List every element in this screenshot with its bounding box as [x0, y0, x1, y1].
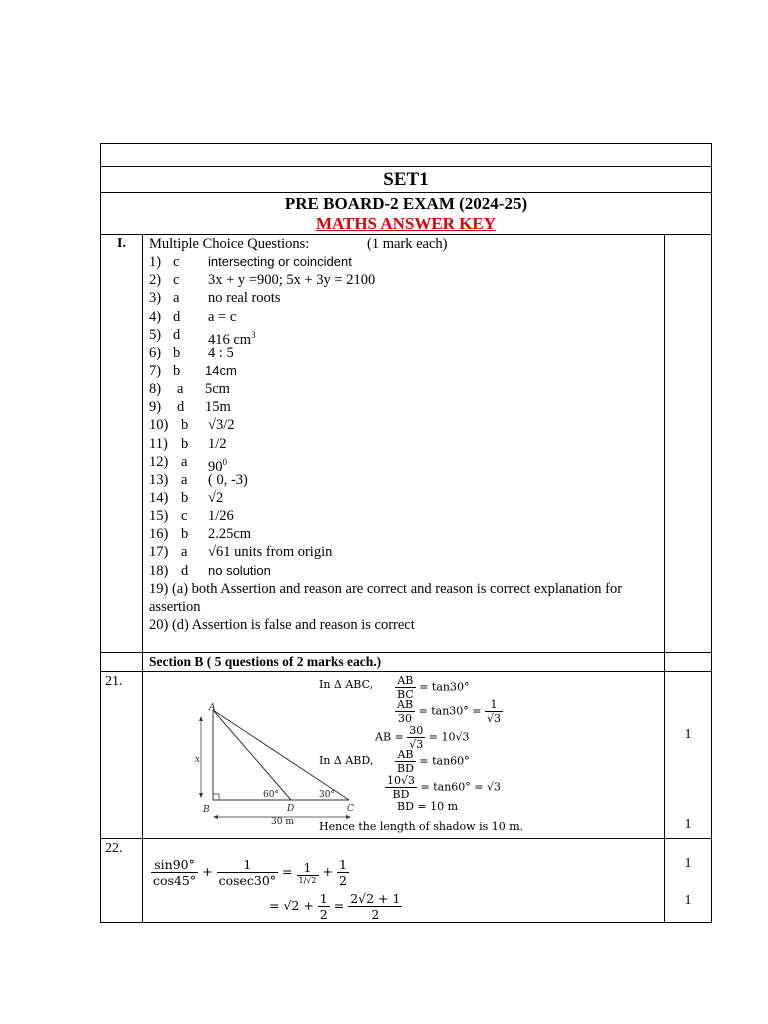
q22-line-1: $\frac{\sin 90^\circ}{\cos 45^\circ}$ + $\frac{1}{cosec30^\circ}$ = $\frac{1}{1/√2}$ + $\frac{1}{2}$: [153, 857, 347, 888]
vertex-a-label: A: [209, 703, 216, 713]
mcq-item-answer: √61 units from origin: [208, 544, 333, 561]
mcq-item-number: 2): [149, 272, 162, 289]
mcq-item-option: b: [181, 489, 189, 506]
mcq-item-option: d: [173, 308, 181, 325]
base-length-label: 30 m: [271, 817, 294, 827]
mcq-list: [149, 253, 664, 580]
mcq-item: [149, 380, 664, 398]
mcq-item-answer: 15m: [205, 399, 231, 416]
mcq-item: [149, 344, 664, 362]
q21-mark-1: 1: [684, 727, 692, 742]
title-block: [100, 193, 712, 235]
mcq-item-option: b: [173, 344, 181, 361]
vertex-b-label: B: [203, 805, 210, 815]
mcq-item-option: b: [181, 417, 189, 434]
mcq-item-number: 4): [149, 308, 162, 325]
mcq-item-number: 8): [149, 381, 162, 398]
mcq-item-number: 11): [149, 435, 168, 452]
vertex-d-label: D: [287, 804, 295, 814]
mcq-item: [149, 289, 664, 307]
section-b-row: [100, 653, 712, 672]
height-label: x: [195, 755, 201, 765]
mcq-item: [149, 471, 664, 489]
question-21-solution: [143, 672, 665, 838]
mcq-item-answer: 4 : 5: [208, 344, 234, 361]
mcq-item-answer: intersecting or coincident: [208, 254, 352, 270]
mcq-item-number: 14): [149, 489, 169, 506]
section-number: I.: [101, 235, 143, 652]
question-number: 22.: [101, 839, 143, 922]
mcq-item-number: 5): [149, 326, 162, 343]
mcq-item-option: a: [173, 290, 180, 307]
mcq-item-option: a: [177, 381, 184, 398]
q21-line-2: $\frac{AB}{30}$ = tan30° = $\frac{1}{√3}$: [397, 698, 502, 725]
mcq-item-option: c: [173, 254, 180, 271]
question-21-row: [100, 672, 712, 839]
q21-line-3: AB = $\frac{30}{√3}$ = 10√3: [375, 724, 470, 751]
mcq-marks-note: (1 mark each): [367, 236, 448, 252]
blank-row: [100, 143, 712, 167]
mcq-title: Multiple Choice Questions:: [149, 236, 310, 252]
mcq-item: [149, 416, 664, 434]
mcq-heading: [149, 235, 664, 253]
mcq-item-20: 20) (d) Assertion is false and reason is correct: [149, 616, 415, 633]
section-a-row: [100, 235, 712, 653]
q21-line-1-label: In Δ ABC,: [319, 678, 374, 691]
mcq-item-answer: ( 0, -3): [208, 471, 248, 488]
mcq-item-number: 12): [149, 453, 169, 470]
mcq-item: [149, 435, 664, 453]
mcq-item-option: a: [181, 544, 188, 561]
mcq-item-number: 6): [149, 344, 162, 361]
mcq-item-number: 16): [149, 526, 169, 543]
mcq-item-answer: 1/26: [208, 508, 234, 525]
mcq-item-answer: a = c: [208, 308, 237, 325]
mcq-item-number: 10): [149, 417, 169, 434]
q21-marks: [665, 672, 711, 838]
mcq-item: [149, 543, 664, 561]
mcq-item-number: 7): [149, 362, 162, 379]
mcq-item: [149, 562, 664, 580]
mcq-item: [149, 398, 664, 416]
mcq-item-option: d: [173, 326, 181, 343]
q22-mark-1: 1: [684, 856, 692, 871]
mcq-item-number: 17): [149, 544, 169, 561]
answer-key-title: MATHS ANSWER KEY: [315, 214, 497, 233]
mcq-item-answer: 2.25cm: [208, 526, 252, 543]
angle-60-label: 60°: [263, 790, 279, 800]
mcq-item-option: c: [173, 272, 180, 289]
mcq-item-number: 9): [149, 399, 162, 416]
section-b-title: Section B ( 5 questions of 2 marks each.): [143, 653, 665, 671]
mcq-item-option: d: [181, 562, 189, 579]
mcq-item-option: a: [181, 471, 188, 488]
mcq-item-option: b: [181, 435, 189, 452]
answer-key-table: [100, 143, 712, 923]
q21-line-6: BD = 10 m: [397, 800, 459, 813]
q22-mark-2: 1: [684, 893, 692, 908]
mcq-item-option: d: [177, 399, 185, 416]
marks-cell: [665, 235, 711, 652]
vertex-c-label: C: [347, 804, 354, 814]
q22-marks: [665, 839, 711, 922]
mcq-item: [149, 271, 664, 289]
mcq-item-answer: 3x + y =900; 5x + 3y = 2100: [208, 272, 376, 289]
angle-30-label: 30°: [319, 790, 335, 800]
mcq-item-number: 18): [149, 562, 169, 579]
mcq-item-answer: 14cm: [205, 362, 237, 378]
mcq-item: [149, 326, 664, 348]
mcq-item: [149, 308, 664, 326]
mcq-item-option: b: [173, 362, 181, 379]
mcq-item-number: 1): [149, 254, 162, 271]
mcq-answers: [143, 235, 665, 652]
q21-line-4-label: In Δ ABD,: [319, 754, 374, 767]
mcq-item: [149, 362, 664, 380]
mcq-item-answer: 5cm: [205, 381, 230, 398]
mcq-item-answer: 416 $cm^3$: [208, 329, 256, 348]
mcq-item-option: c: [181, 508, 188, 525]
mcq-item-answer: √2: [208, 489, 224, 506]
mcq-item-option: a: [181, 453, 188, 470]
mcq-item-answer: 1/2: [208, 435, 227, 452]
q21-conclusion: Hence the length of shadow is 10 m.: [319, 820, 524, 833]
q21-line-4: $\frac{AB}{BD}$ = tan60°: [397, 748, 470, 775]
mcq-item: [149, 253, 664, 271]
mcq-item-answer: $90^0$: [208, 456, 227, 475]
mcq-item: [149, 489, 664, 507]
mcq-item-option: b: [181, 526, 189, 543]
set-heading: SET1: [100, 167, 712, 193]
question-number: 21.: [101, 672, 143, 838]
mcq-item: [149, 525, 664, 543]
mcq-item-number: 15): [149, 508, 169, 525]
question-22-solution: [143, 839, 665, 922]
mcq-item-answer: no real roots: [208, 290, 281, 307]
mcq-item-number: 13): [149, 471, 169, 488]
q21-line-1: $\frac{AB}{BC}$ = tan30°: [397, 674, 470, 701]
q21-mark-2: 1: [684, 817, 692, 832]
mcq-item-number: 3): [149, 290, 162, 307]
mcq-item-answer: √3/2: [208, 417, 235, 434]
q22-line-2: = √2 + $\frac{1}{2}$ = $\frac{2√2 + 1}{2}$: [269, 891, 401, 922]
mcq-item: [149, 507, 664, 525]
mcq-item-19: 19) (a) both Assertion and reason are correct and reason is correct explanation for assertion: [149, 580, 623, 615]
question-22-row: [100, 839, 712, 923]
mcq-item: [149, 453, 664, 475]
q21-line-5: $\frac{10√3}{BD}$ = tan60° = √3: [387, 774, 502, 801]
mcq-item-answer: no solution: [208, 562, 271, 578]
exam-title: PRE BOARD-2 EXAM (2024-25): [284, 194, 528, 213]
